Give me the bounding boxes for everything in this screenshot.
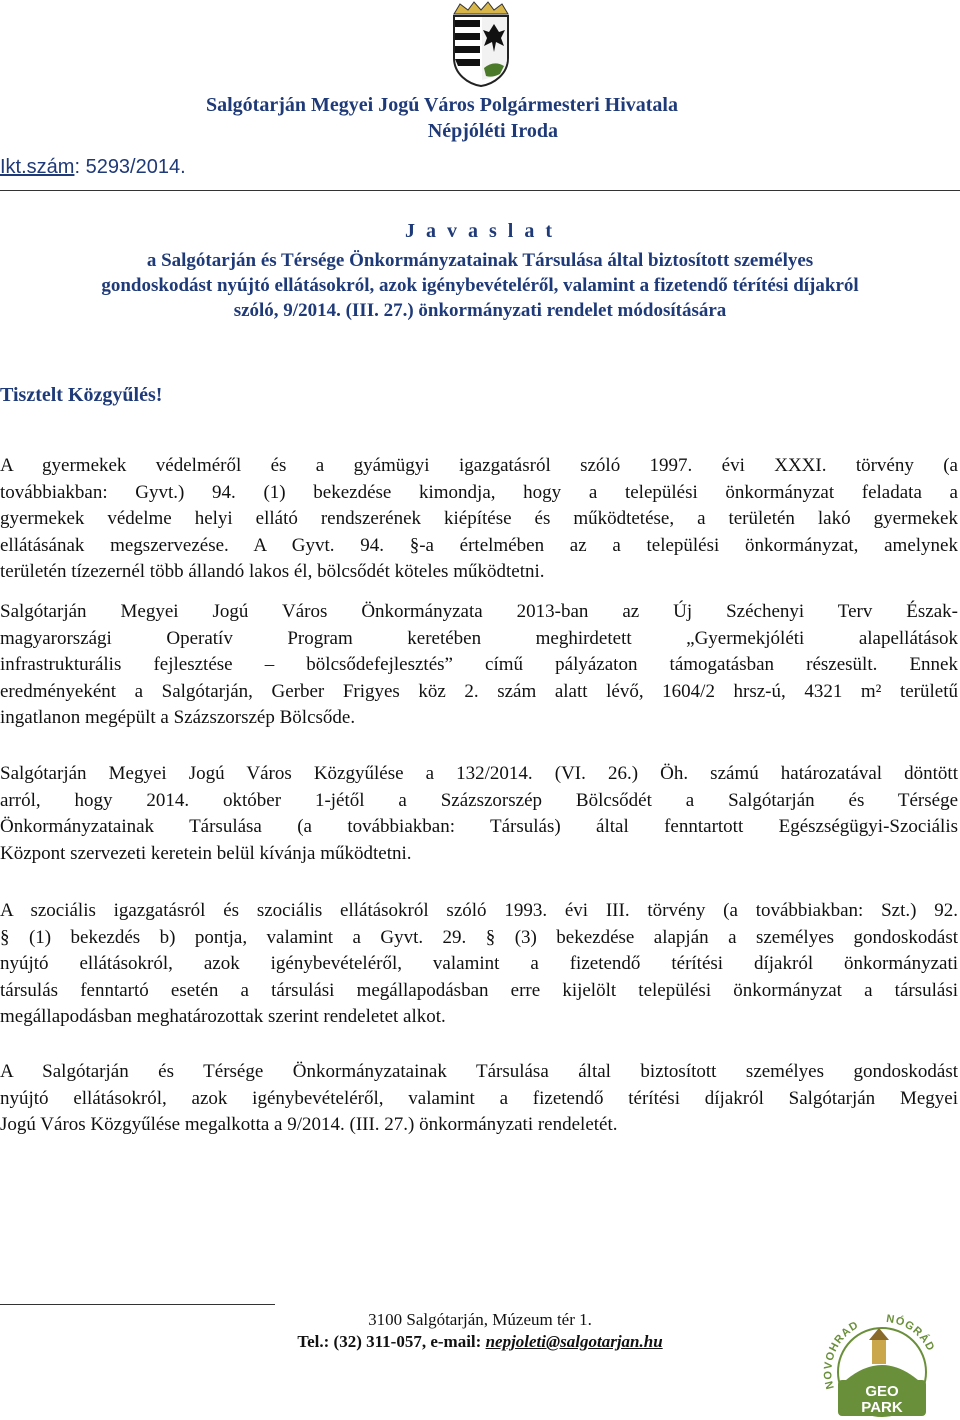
paragraph-line: Önkormányzatainak Társulása (a továbbiakban: Társulás) által fenntartott Egészségügyi-Szociális (0, 816, 958, 837)
geopark-text-geo: GEO (865, 1383, 899, 1400)
geopark-text-right: NÓGRÁD (885, 1312, 937, 1354)
paragraph-line: megállapodásban meghatározottak szerint rendeletet alkot. (0, 1006, 446, 1027)
paragraph-line: Központ szervezeti keretein belül kívánja működtetni. (0, 842, 412, 864)
body-paragraph (0, 898, 958, 1031)
geopark-text-park: PARK (861, 1399, 903, 1416)
paragraph-line: A Salgótarján és Térsége Önkormányzatainak Társulása által biztosított személyes gondoskodást (0, 1061, 958, 1082)
paragraph-line: Salgótarján Megyei Jogú Város Önkormányzata 2013-ban az Új Széchenyi Terv Észak- (0, 601, 958, 622)
paragraph-line: gyermekek védelme helyi ellátó rendszerének kiépítése és működtetése, a területén lakó gyermekek (0, 508, 958, 529)
proposal-title-line: a Salgótarján és Térsége Önkormányzatainak Társulása által biztosított személyes (146, 250, 814, 271)
paragraph-line: továbbiakban: Gyvt.) 94. (1) bekezdése kimondja, hogy a települési önkormányzat feladata a (0, 481, 958, 503)
paragraph-line: ellátásának megszervezése. A Gyvt. 94. §-a értelmében az a települési önkormányzat, amelynek (0, 534, 958, 556)
proposal-title-line: szóló, 9/2014. (III. 27.) önkormányzati rendelet módosítására (233, 300, 727, 321)
footer-contact-prefix: Tel.: (32) 311-057, e-mail: (297, 1332, 486, 1351)
paragraph-line: arról, hogy 2014. október 1-jétől a Százszorszép Bölcsődét a Salgótarján és Térsége (0, 789, 958, 811)
file-number (0, 156, 186, 179)
header-divider (0, 190, 960, 191)
paragraph-line: eredményeként a Salgótarján, Gerber Frigyes köz 2. szám alatt lévő, 1604/2 hrsz-ú, 4321 m² területű (0, 680, 958, 702)
paragraph-line: ingatlanon megépült a Százszorszép Bölcsőde. (0, 707, 356, 728)
svg-text:NÓGRÁD (885, 1313, 936, 1354)
office-unit: Népjóléti Iroda (427, 120, 558, 142)
paragraph-line: társulás fenntartó esetén a társulási megállapodásban erre kijelölt települési önkormányzat a társulási (0, 979, 958, 1001)
greeting: Tisztelt Közgyűlés! (0, 384, 163, 406)
paragraph-line: infrastrukturális fejlesztése – bölcsődefejlesztés” című pályázaton támogatásban részesült. Ennek (0, 654, 958, 675)
file-number-label: Ikt.szám (0, 156, 75, 178)
paragraph-line: magyarországi Operatív Program keretében meghirdetett „Gyermekjóléti alapellátások (0, 627, 958, 649)
body-paragraph (0, 599, 958, 732)
proposal-heading: J a v a s l a t (405, 220, 555, 242)
paragraph-line: Salgótarján Megyei Jogú Város Közgyűlése a 132/2014. (VI. 26.) Öh. számú határozatával döntött (0, 763, 958, 784)
paragraph-line: A gyermekek védelméről és a gyámügyi igazgatásról szóló 1997. évi XXXI. törvény (a (0, 455, 958, 476)
paragraph-line: nyújtó ellátásokról, azok igénybevételéről, valamint a fizetendő térítési díjakról Salgótarján Megyei (0, 1087, 958, 1109)
proposal-title-line: gondoskodást nyújtó ellátásokról, azok igénybevételéről, valamint a fizetendő térítési díjakról (101, 275, 859, 296)
paragraph-line: nyújtó ellátásokról, azok igénybevételéről, valamint a fizetendő térítési díjakról önkormányzati (0, 953, 958, 974)
footer-address: 3100 Salgótarján, Múzeum tér 1. (368, 1310, 592, 1329)
office-title: Salgótarján Megyei Jogú Város Polgármesteri Hivatala (206, 94, 678, 116)
geopark-text-left: NOVOHRAD (822, 1318, 862, 1391)
geopark-logo-icon (806, 1310, 956, 1418)
paragraph-line: Jogú Város Közgyűlése megalkotta a 9/2014. (III. 27.) önkormányzati rendeletét. (0, 1114, 618, 1135)
body-paragraph (0, 453, 958, 586)
body-paragraph (0, 761, 958, 867)
paragraph-line: § (1) bekezdés b) pontja, valamint a Gyvt. 29. § (3) bekezdése alapján a személyes gondoskodást (0, 926, 958, 948)
paragraph-line: A szociális igazgatásról és szociális ellátásokról szóló 1993. évi III. törvény (a továbbiakban: Szt.) 92. (0, 900, 958, 921)
city-coat-of-arms-icon (448, 0, 514, 88)
proposal-title (0, 248, 960, 323)
footer-divider (0, 1304, 275, 1305)
body-paragraph (0, 1059, 958, 1139)
email-link[interactable]: nepjoleti@salgotarjan.hu (485, 1332, 663, 1351)
file-number-value: : 5293/2014. (74, 156, 186, 178)
paragraph-line: területén tízezernél több állandó lakos él, bölcsődét köteles működtetni. (0, 561, 545, 582)
